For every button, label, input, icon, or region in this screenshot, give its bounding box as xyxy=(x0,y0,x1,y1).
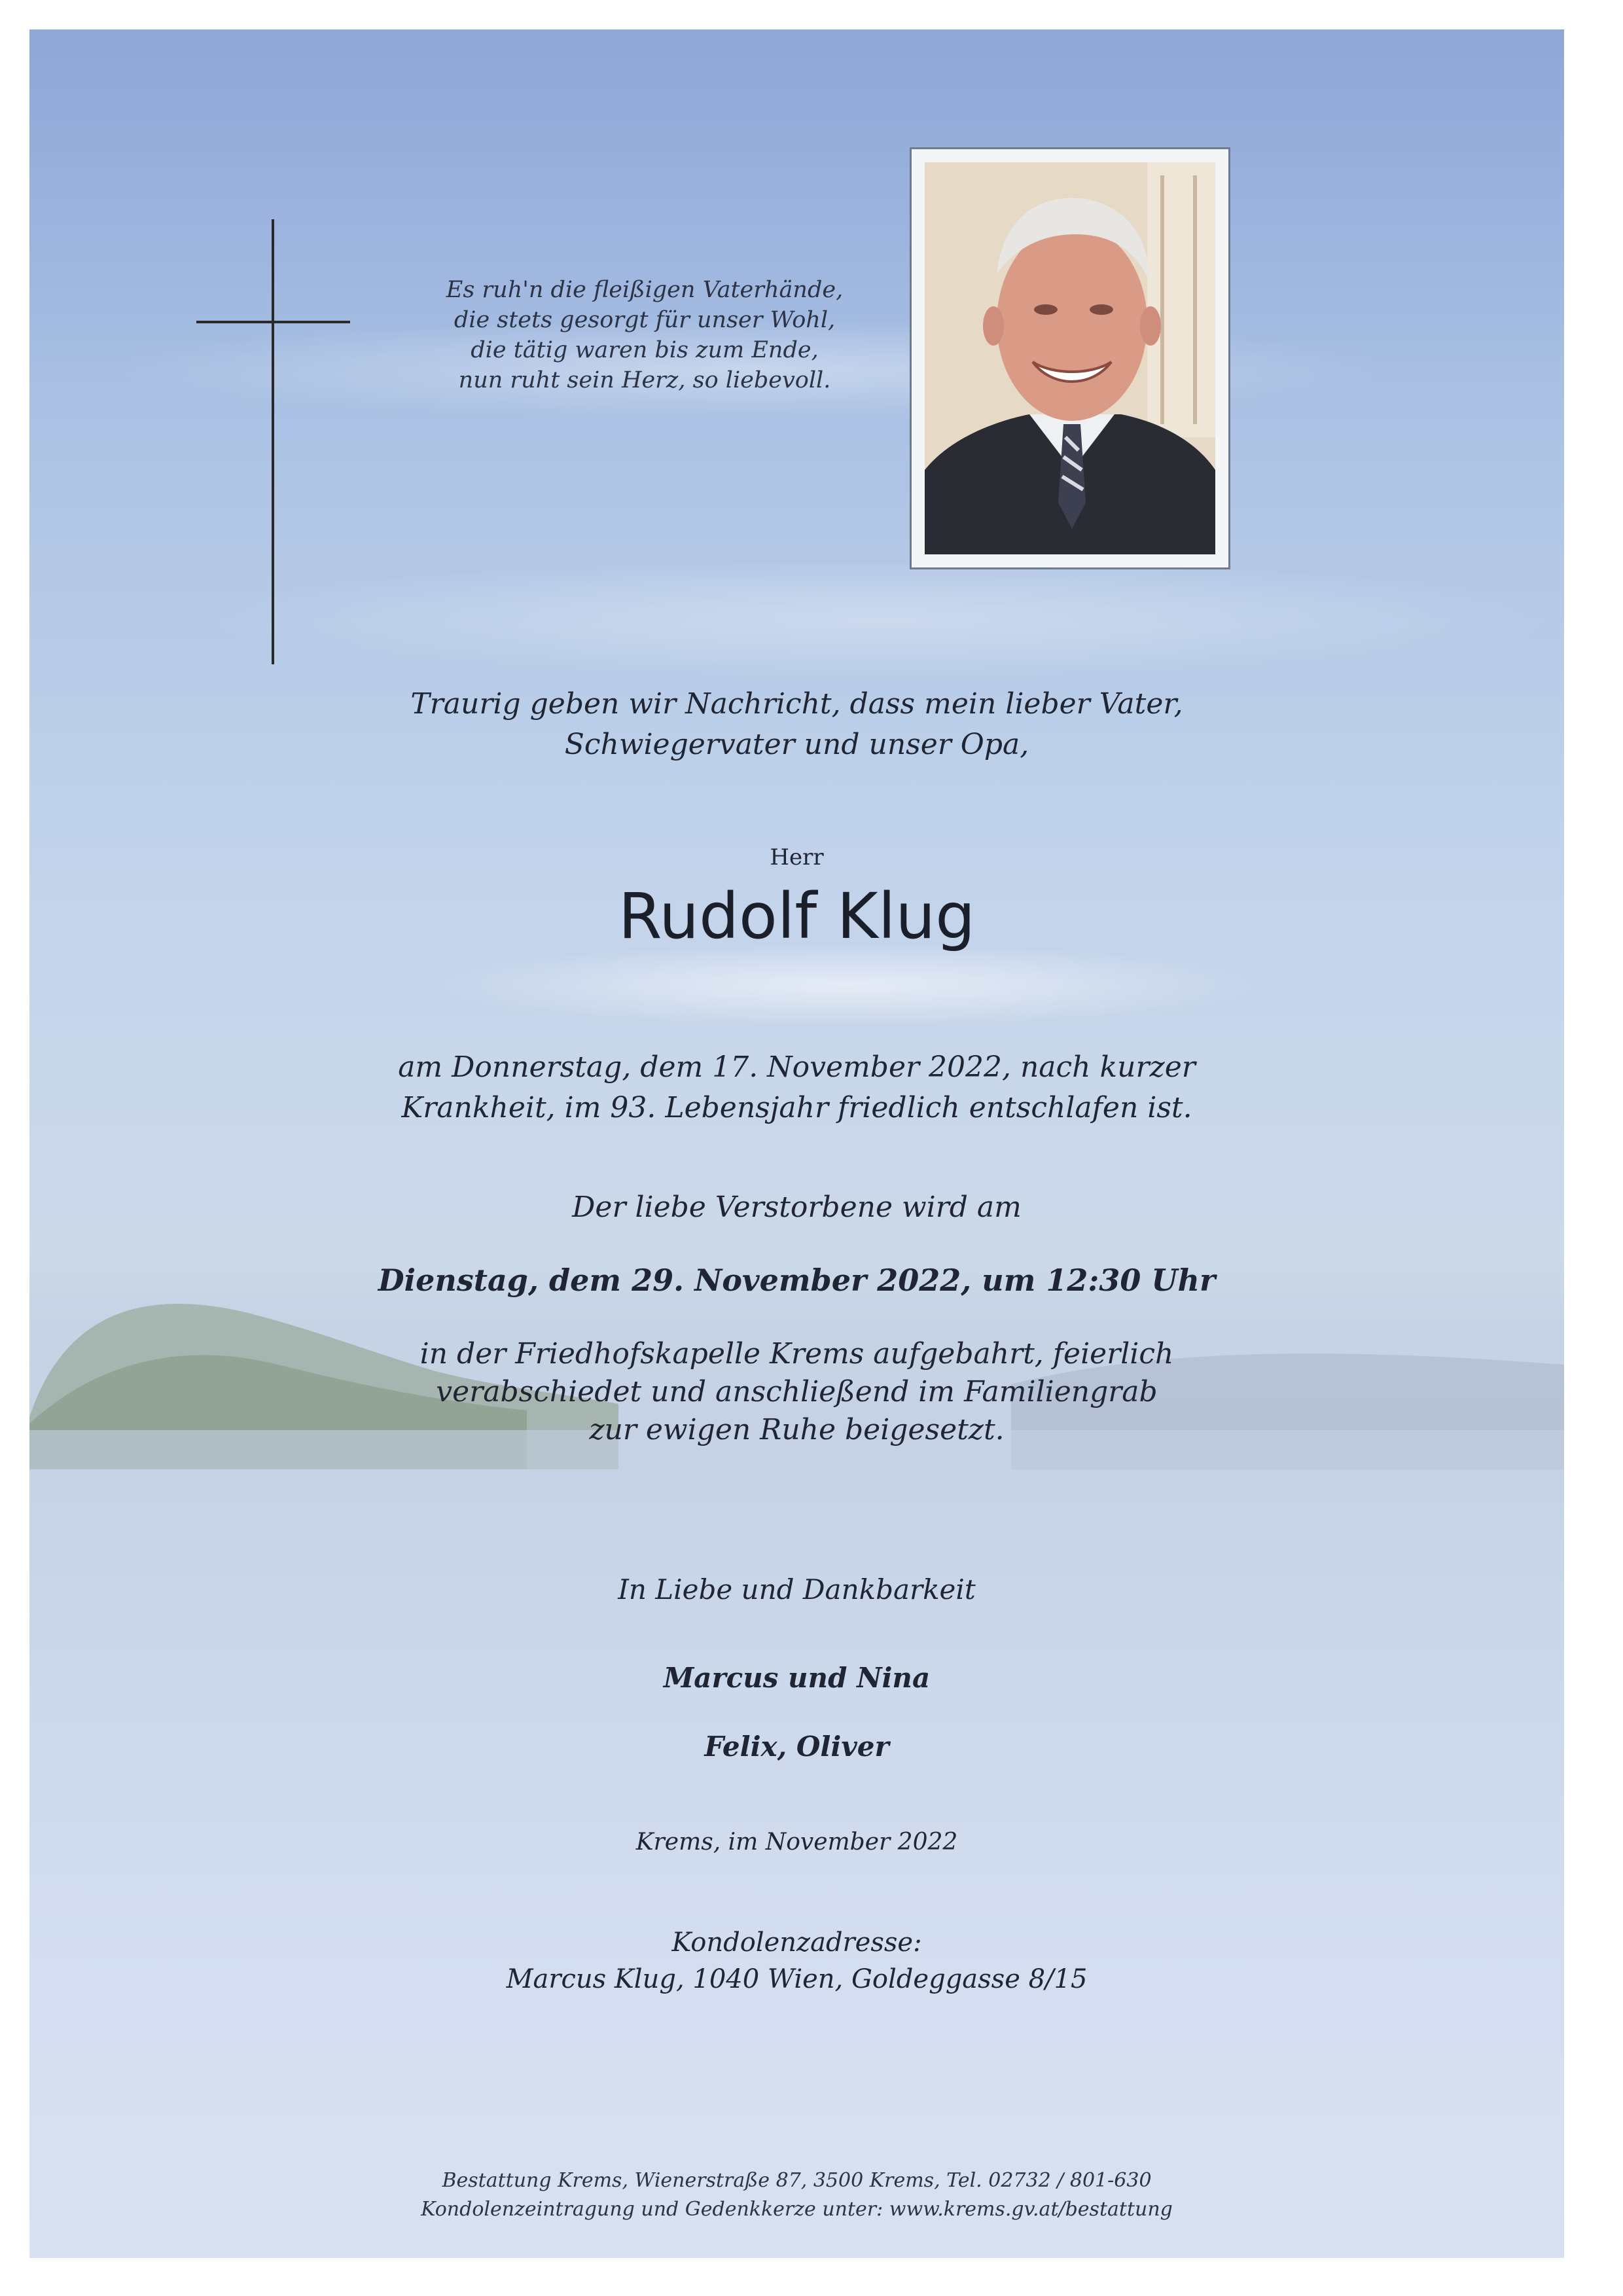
death-notice-line: am Donnerstag, dem 17. November 2022, nach kurzer xyxy=(398,1050,1196,1084)
announcement-line: Schwiegervater und unser Opa, xyxy=(564,728,1029,761)
funeral-details-line: verabschiedet und anschließend im Familiengrab xyxy=(436,1375,1158,1408)
verse-line: die stets gesorgt für unser Wohl, xyxy=(454,307,836,333)
funeral-home-info: Bestattung Krems, Wienerstraße 87, 3500 Krems, Tel. 02732 / 801-630 xyxy=(442,2169,1152,2192)
verse-line: die tätig waren bis zum Ende, xyxy=(471,337,819,363)
portrait-frame xyxy=(910,147,1230,569)
condolence-label: Kondolenzadresse: xyxy=(671,1928,922,1958)
mourner-names: Felix, Oliver xyxy=(704,1731,889,1763)
place-date: Krems, im November 2022 xyxy=(635,1829,958,1856)
funeral-date: Dienstag, dem 29. November 2022, um 12:30 Uhr xyxy=(378,1263,1216,1298)
closing-phrase: In Liebe und Dankbarkeit xyxy=(618,1573,976,1605)
cross-icon-bar xyxy=(196,321,350,323)
funeral-details-line: in der Friedhofskapelle Krems aufgebahrt, feierlich xyxy=(419,1337,1174,1371)
condolence-address xyxy=(29,1924,1564,1998)
footer xyxy=(29,2166,1564,2224)
deceased-name: Rudolf Klug xyxy=(618,880,976,953)
funeral-details-line: zur ewigen Ruhe beigesetzt. xyxy=(589,1413,1005,1446)
obituary-card xyxy=(29,29,1564,2258)
verse-line: nun ruht sein Herz, so liebevoll. xyxy=(458,367,831,393)
cross-icon xyxy=(272,219,274,664)
portrait-illustration xyxy=(925,162,1215,554)
funeral-details xyxy=(29,1335,1564,1449)
memorial-verse xyxy=(396,275,893,395)
online-condolence-info: Kondolenzeintragung und Gedenkkerze unter: www.krems.gv.at/bestattung xyxy=(421,2198,1173,2221)
condolence-address-line: Marcus Klug, 1040 Wien, Goldeggasse 8/15 xyxy=(506,1964,1088,1994)
salutation: Herr xyxy=(770,844,824,870)
death-notice-line: Krankheit, im 93. Lebensjahr friedlich entschlafen ist. xyxy=(401,1091,1192,1124)
verse-line: Es ruh'n die fleißigen Vaterhände, xyxy=(446,277,844,303)
portrait-photo xyxy=(925,162,1215,554)
funeral-intro: Der liebe Verstorbene wird am xyxy=(572,1191,1022,1224)
announcement-line: Traurig geben wir Nachricht, dass mein lieber Vater, xyxy=(410,687,1183,721)
mourner-names: Marcus und Nina xyxy=(663,1662,931,1694)
death-notice xyxy=(29,1047,1564,1128)
announcement xyxy=(29,684,1564,765)
